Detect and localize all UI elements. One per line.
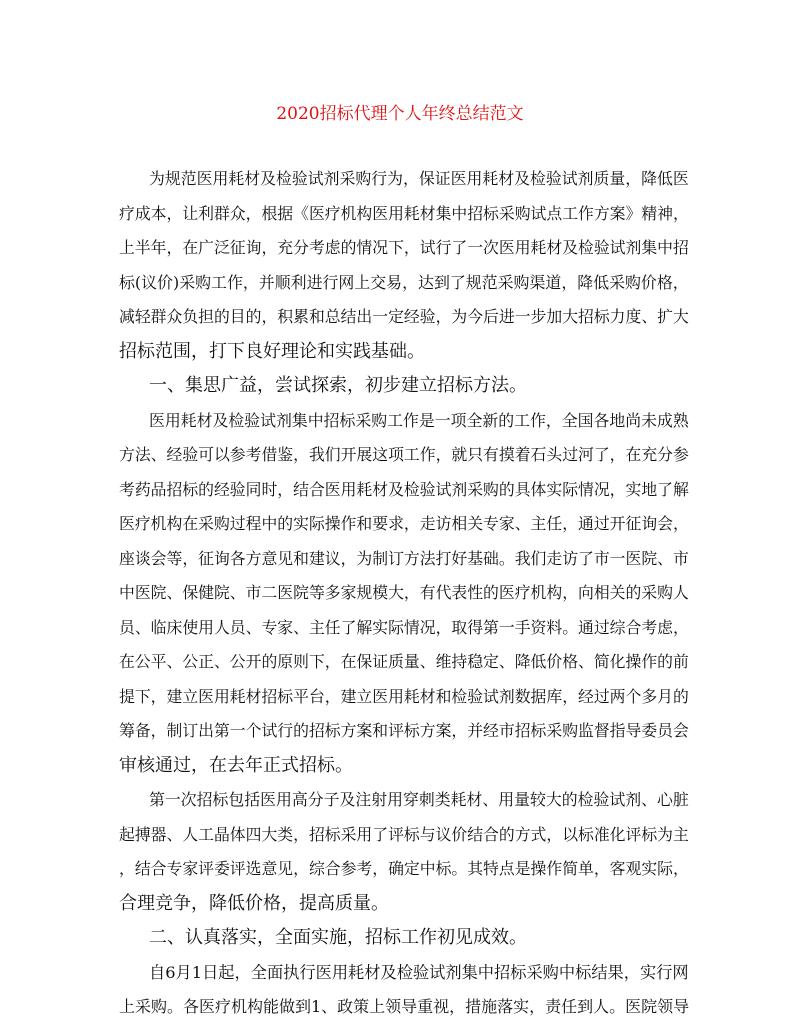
paragraph [119,369,689,404]
paragraph-line: 上采购。各医疗机构能做到1、政策上领导重视，措施落实，责任到人。医院领导 [119,997,690,1016]
paragraph [119,783,689,921]
document-title: 2020招标代理个人年终总结范文 [276,104,524,124]
paragraph-line: 标(议价)采购工作，并顺利进行网上交易，达到了规范采购渠道，降低采购价格， [119,272,689,292]
paragraph-line: 方法、经验可以参考借鉴，我们开展这项工作，就只有摸着石头过河了，在充分参 [119,445,689,464]
paragraph-line: 减轻群众负担的目的，积累和总结出一定经验，为今后进一步加大招标力度、扩大 [119,307,689,326]
paragraph-line: 中医院、保健院、市二医院等多家规模大，有代表性的医疗机构，向相关的采购人 [119,583,689,602]
paragraph-line: 起搏器、人工晶体四大类，招标采用了评标与议价结合的方式，以标准化评标为主 [119,824,689,844]
paragraph-line: 二、认真落实，全面实施，招标工作初见成效。 [149,927,527,948]
paragraph-line: 合理竞争，降低价格，提高质量。 [119,892,389,914]
paragraph-line: 考药品招标的经验同时，结合医用耗材及检验试剂采购的具体实际情况，实地了解 [119,479,689,499]
paragraph [119,162,689,369]
paragraph-line: 为规范医用耗材及检验试剂采购行为，保证医用耗材及检验试剂质量，降低医 [149,169,689,188]
paragraph-line: 提下，建立医用耗材招标平台，建立医用耗材和检验试剂数据库，经过两个多月的 [119,686,689,706]
paragraph [119,404,689,784]
document-body [119,162,689,1025]
paragraph-line: 筹备，制订出第一个试行的招标方案和评标方案，并经市招标采购监督指导委员会 [119,721,689,740]
paragraph-line: 第一次招标包括医用高分子及注射用穿刺类耗材、用量较大的检验试剂、心脏 [149,790,689,809]
paragraph [119,921,689,956]
paragraph-line: 医用耗材及检验试剂集中招标采购工作是一项全新的工作，全国各地尚未成熟 [149,410,689,430]
paragraph-line: 员、临床使用人员、专家、主任了解实际情况，取得第一手资料。通过综合考虑， [119,617,689,637]
paragraph-line: 审核通过，在去年正式招标。 [119,754,353,776]
paragraph-line: 疗成本，让利群众，根据《医疗机构医用耗材集中招标采购试点工作方案》精神， [119,203,689,223]
paragraph-line: ，结合专家评委评选意见，综合参考，确定中标。其特点是操作简单，客观实际， [119,859,689,878]
paragraph-line: 在公平、公正、公开的原则下，在保证质量、维持稳定、降低价格、简化操作的前 [119,652,689,671]
paragraph-line: 上半年，在广泛征询，充分考虑的情况下，试行了一次医用耗材及检验试剂集中招 [119,238,689,257]
paragraph-line: 医疗机构在采购过程中的实际操作和要求，走访相关专家、主任，通过开征询会， [119,514,689,533]
paragraph-line: 招标范围，打下良好理论和实践基础。 [119,340,425,362]
paragraph-line: 座谈会等，征询各方意见和建议，为制订方法打好基础。我们走访了市一医院、市 [119,548,689,568]
paragraph [119,956,689,1025]
paragraph-line: 自6月1日起，全面执行医用耗材及检验试剂集中招标采购中标结果，实行网 [149,962,689,982]
paragraph-line: 一、集思广益，尝试探索，初步建立招标方法。 [149,375,527,396]
